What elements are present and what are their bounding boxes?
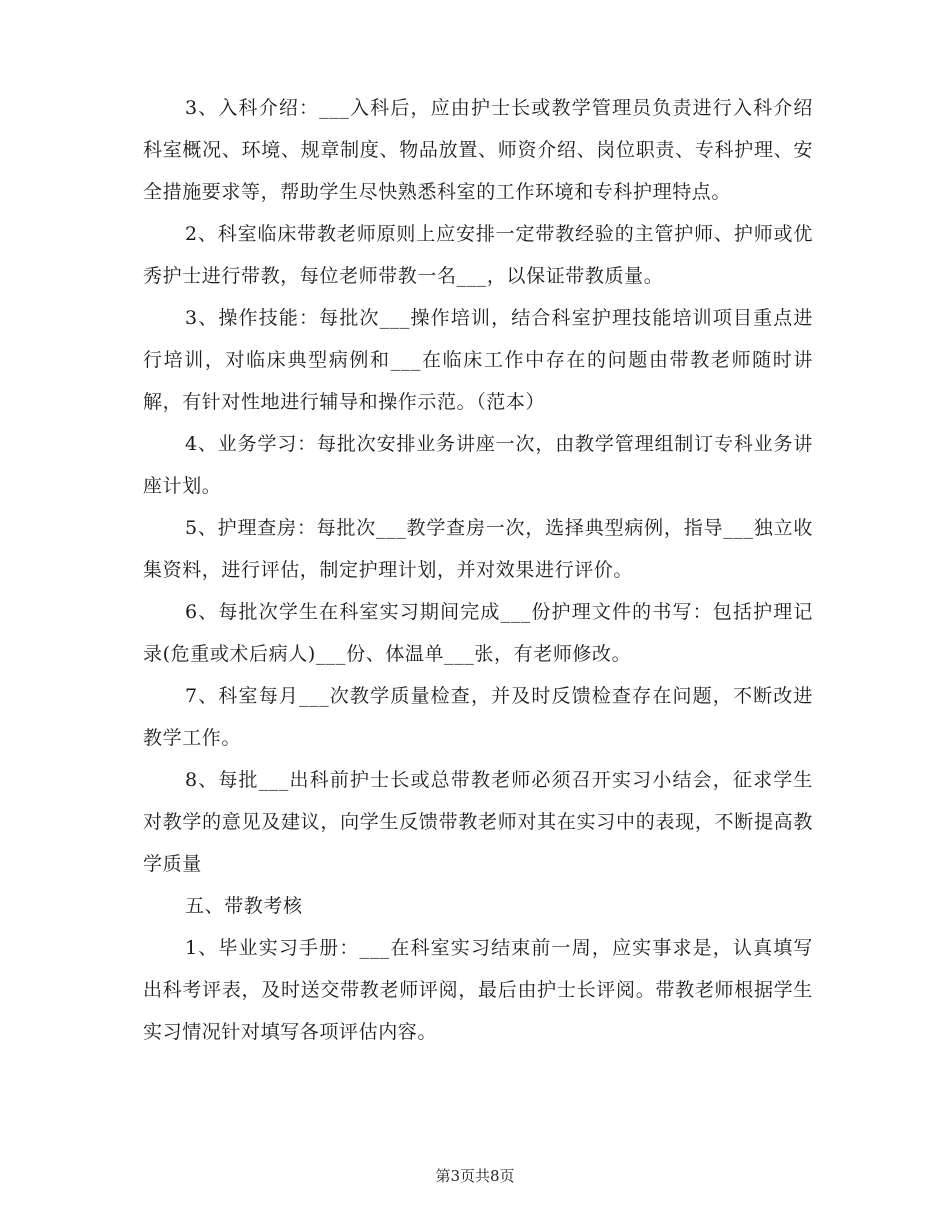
page-number-footer: 第3页共8页 — [435, 1167, 515, 1185]
paragraph-skills: 3、操作技能：每批次___操作培训，结合科室护理技能培训项目重点进行培训，对临床典型病例和___在临床工作中存在的问题由带教老师随时讲解，有针对性地进行辅导和操作示范。（范本） — [143, 307, 813, 413]
paragraph-study: 4、业务学习：每批次安排业务讲座一次，由教学管理组制订专科业务讲座计划。 — [143, 433, 813, 497]
paragraph-handbook: 1、毕业实习手册：___在科室实习结束前一周，应实事求是，认真填写出科考评表，及时送交带教老师评阅，最后由护士长评阅。带教老师根据学生实习情况针对填写各项评估内容。 — [143, 937, 813, 1043]
document-body — [143, 87, 813, 1053]
paragraph-orientation: 3、入科介绍：___入科后，应由护士长或教学管理员负责进行入科介绍科室概况、环境、规章制度、物品放置、师资介绍、岗位职责、专科护理、安全措施要求等，帮助学生尽快熟悉科室的工作环境和专科护理特点。 — [143, 97, 813, 203]
paragraph-quality-check: 7、科室每月___次教学质量检查，并及时反馈检查存在问题，不断改进教学工作。 — [143, 685, 813, 749]
paragraph-rounds: 5、护理查房：每批次___教学查房一次，选择典型病例，指导___独立收集资料，进行评估，制定护理计划，并对效果进行评价。 — [143, 517, 813, 581]
paragraph-summary-meeting: 8、每批___出科前护士长或总带教老师必须召开实习小结会，征求学生对教学的意见及建议，向学生反馈带教老师对其在实习中的表现，不断提高教学质量 — [143, 769, 813, 875]
paragraph-documents: 6、每批次学生在科室实习期间完成___份护理文件的书写：包括护理记录(危重或术后病人)___份、体温单___张，有老师修改。 — [143, 601, 813, 665]
paragraph-teachers: 2、科室临床带教老师原则上应安排一定带教经验的主管护师、护师或优秀护士进行带教，每位老师带教一名___，以保证带教质量。 — [143, 223, 813, 287]
section-heading: 五、带教考核 — [185, 895, 303, 917]
